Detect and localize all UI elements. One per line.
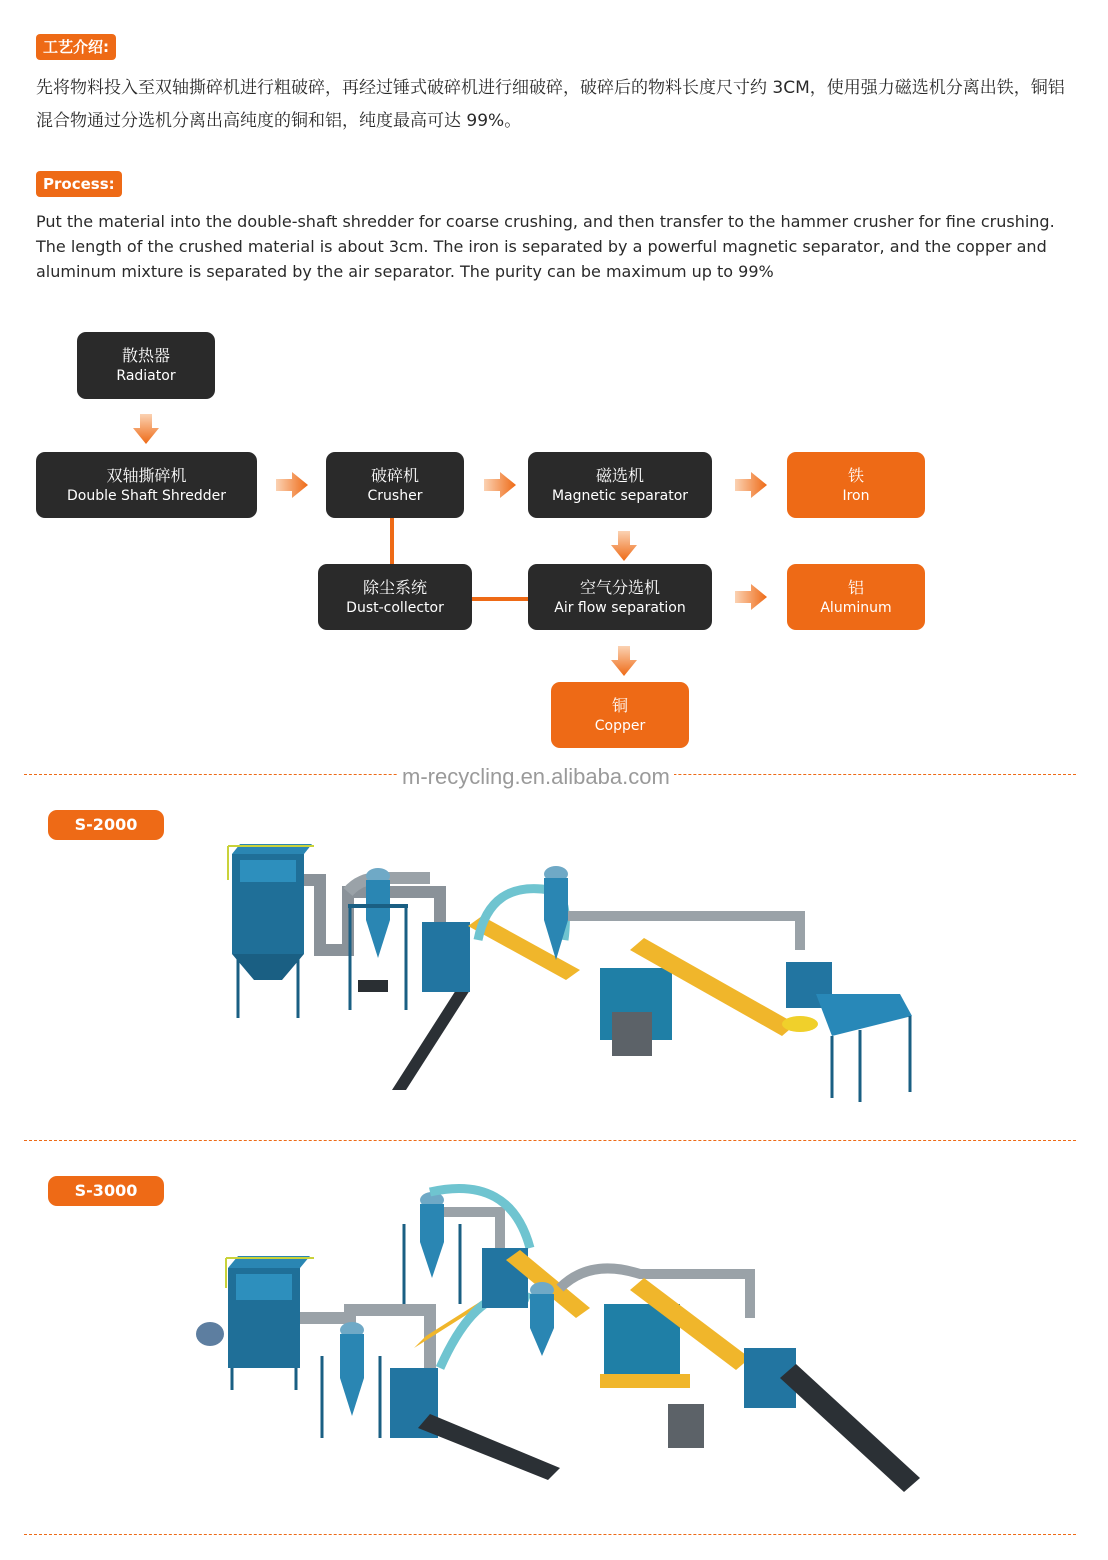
intro-en-text: Put the material into the double-shaft shredder for coarse crushing, and then transfer to the hammer crusher for fine crushing. The length of the crushed material is about 3cm. The iron is separated by a powerful magnetic separator, and the copper and aluminum mixture is separated by the air separator. The purity can be maximum up to 99% xyxy=(36,212,1055,281)
arrow-right-shredder xyxy=(276,472,308,498)
plant-illustration-s3000 xyxy=(190,1178,930,1508)
intro-cn-tag: 工艺介绍: xyxy=(36,34,116,60)
node-magnetic-en: Magnetic separator xyxy=(551,487,689,504)
watermark: m-recycling.en.alibaba.com xyxy=(398,764,674,790)
plant-illustration-s2000 xyxy=(220,840,920,1115)
node-radiator-en: Radiator xyxy=(116,368,176,384)
node-aluminum-cn: 铝 xyxy=(847,577,864,597)
node-crusher xyxy=(326,452,464,518)
node-copper-en: Copper xyxy=(594,717,646,734)
node-aluminum xyxy=(787,564,925,630)
node-radiator xyxy=(77,332,215,399)
node-dust-collector xyxy=(318,564,472,630)
divider-3 xyxy=(24,1534,1076,1535)
node-copper xyxy=(551,682,689,748)
intro-en-tag: Process: xyxy=(36,171,122,197)
node-magnetic-cn: 磁选机 xyxy=(595,465,644,485)
model-tag-s3000: S-3000 xyxy=(48,1176,164,1206)
arrow-down-airflow xyxy=(611,646,637,676)
connector-crusher-dust xyxy=(390,518,394,564)
arrow-right-airflow xyxy=(735,584,767,610)
node-dust-cn: 除尘系统 xyxy=(362,577,427,597)
node-airflow-cn: 空气分选机 xyxy=(579,577,660,597)
node-copper-cn: 铜 xyxy=(611,695,628,715)
node-shredder-cn: 双轴撕碎机 xyxy=(106,465,187,485)
divider-2 xyxy=(24,1140,1076,1141)
arrow-down-magnetic xyxy=(611,531,637,561)
arrow-right-crusher xyxy=(484,472,516,498)
node-crusher-cn: 破碎机 xyxy=(370,465,419,485)
node-radiator-cn: 散热器 xyxy=(121,346,170,365)
connector-dust-airflow xyxy=(472,597,528,601)
node-magnetic xyxy=(528,452,712,518)
node-airflow xyxy=(528,564,712,630)
arrow-right-magnetic xyxy=(735,472,767,498)
node-shredder-en: Double Shaft Shredder xyxy=(67,487,226,504)
node-crusher-en: Crusher xyxy=(367,487,423,504)
node-dust-en: Dust-collector xyxy=(346,599,444,616)
model-tag-s2000: S-2000 xyxy=(48,810,164,840)
node-shredder xyxy=(36,452,257,518)
arrow-down-radiator xyxy=(133,414,159,444)
node-iron-en: Iron xyxy=(842,487,870,504)
node-aluminum-en: Aluminum xyxy=(820,599,892,616)
intro-cn-text: 先将物料投入至双轴撕碎机进行粗破碎，再经过锤式破碎机进行细破碎，破碎后的物料长度尺寸约 3CM，使用强力磁选机分离出铁，铜铝混合物通过分选机分离出高纯度的铜和铝，纯度最高可达 99%。 xyxy=(36,78,1065,131)
node-airflow-en: Air flow separation xyxy=(554,599,686,616)
node-iron xyxy=(787,452,925,518)
node-iron-cn: 铁 xyxy=(847,465,864,485)
